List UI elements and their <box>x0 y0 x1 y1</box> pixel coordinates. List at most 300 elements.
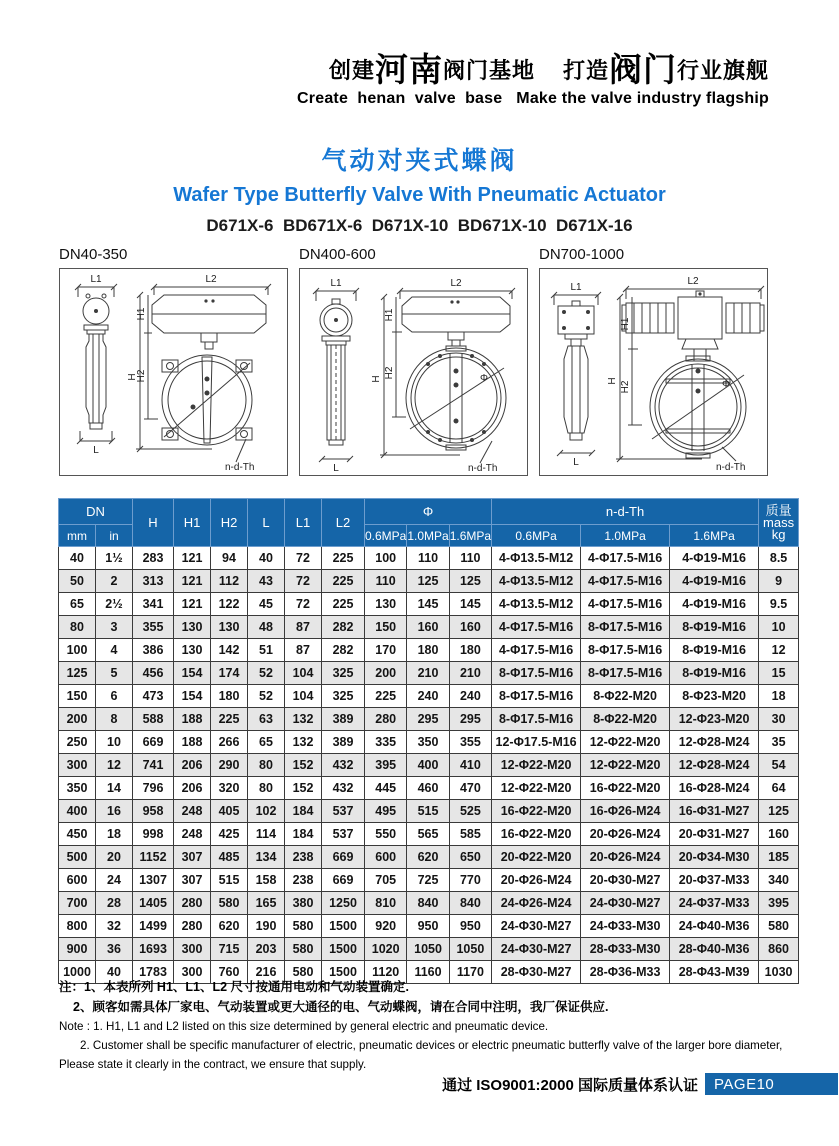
table-cell: 810 <box>365 892 407 915</box>
table-cell: 900 <box>59 938 96 961</box>
dim-h: H <box>127 373 138 381</box>
table-cell: 125 <box>759 800 799 823</box>
table-cell: 355 <box>133 616 174 639</box>
table-cell: 134 <box>248 846 285 869</box>
table-cell: 24 <box>96 869 133 892</box>
table-cell: 280 <box>174 915 211 938</box>
table-cell: 341 <box>133 593 174 616</box>
table-cell: 154 <box>174 662 211 685</box>
dim-ndth: n-d-Th <box>468 463 498 474</box>
table-row <box>59 754 799 777</box>
table-cell: 180 <box>449 639 491 662</box>
table-cell: 1152 <box>133 846 174 869</box>
table-cell: 20-Φ34-M30 <box>670 846 759 869</box>
table-cell: 12-Φ22-M20 <box>581 754 670 777</box>
table-cell: 40 <box>248 547 285 570</box>
table-cell: 4-Φ19-M16 <box>670 570 759 593</box>
table-cell: 160 <box>449 616 491 639</box>
table-cell: 40 <box>59 547 96 570</box>
dim-l: L <box>333 463 339 474</box>
note-en-3: Please state it clearly in the contract, we ensure that supply. <box>59 1058 367 1071</box>
table-cell: 125 <box>449 570 491 593</box>
table-cell: 495 <box>365 800 407 823</box>
table-cell: 51 <box>248 639 285 662</box>
table-cell: 340 <box>759 869 799 892</box>
table-row <box>59 938 799 961</box>
table-cell: 425 <box>211 823 248 846</box>
table-cell: 1405 <box>133 892 174 915</box>
table-row <box>59 731 799 754</box>
table-cell: 1783 <box>133 961 174 984</box>
col-header-ndth-16: 1.6MPa <box>670 525 759 547</box>
table-cell: 4-Φ17.5-M16 <box>581 570 670 593</box>
slogan-en-left: Create henan valve base <box>297 90 503 107</box>
spec-table-head <box>59 499 799 547</box>
table-cell: 160 <box>407 616 449 639</box>
table-cell: 225 <box>322 570 365 593</box>
table-cell: 473 <box>133 685 174 708</box>
table-cell: 16-Φ22-M20 <box>581 777 670 800</box>
table-cell: 130 <box>211 616 248 639</box>
table-cell: 24-Φ33-M30 <box>581 915 670 938</box>
table-cell: 110 <box>365 570 407 593</box>
table-cell: 24-Φ30-M27 <box>492 915 581 938</box>
table-cell: 307 <box>174 846 211 869</box>
table-cell: 325 <box>322 662 365 685</box>
drawing-panel-dn400-600 <box>299 244 528 476</box>
table-cell: 160 <box>759 823 799 846</box>
table-cell: 350 <box>407 731 449 754</box>
col-header-l: L <box>248 499 285 547</box>
table-cell: 1170 <box>449 961 491 984</box>
table-cell: 1050 <box>449 938 491 961</box>
drawing-box <box>299 268 528 476</box>
table-cell: 9 <box>759 570 799 593</box>
table-cell: 190 <box>248 915 285 938</box>
table-row <box>59 915 799 938</box>
table-cell: 132 <box>285 731 322 754</box>
table-cell: 920 <box>365 915 407 938</box>
table-cell: 1030 <box>759 961 799 984</box>
table-cell: 94 <box>211 547 248 570</box>
table-cell: 450 <box>59 823 96 846</box>
spec-table-body <box>59 547 799 984</box>
table-cell: 184 <box>285 800 322 823</box>
table-cell: 432 <box>322 754 365 777</box>
slogan-cn-part-big: 河南 <box>374 51 443 88</box>
table-cell: 300 <box>174 961 211 984</box>
table-cell: 145 <box>407 593 449 616</box>
dim-l2: L2 <box>450 278 462 289</box>
table-cell: 405 <box>211 800 248 823</box>
table-cell: 4-Φ17.5-M16 <box>492 639 581 662</box>
col-header-ndth-10: 1.0MPa <box>581 525 670 547</box>
page-footer <box>0 1073 838 1095</box>
table-cell: 4-Φ13.5-M12 <box>492 593 581 616</box>
table-cell: 860 <box>759 938 799 961</box>
table-cell: 174 <box>211 662 248 685</box>
dim-h1: H1 <box>384 308 395 322</box>
table-cell: 410 <box>449 754 491 777</box>
dim-phi: Φ <box>480 373 488 384</box>
table-cell: 72 <box>285 570 322 593</box>
table-cell: 154 <box>174 685 211 708</box>
table-cell: 104 <box>285 685 322 708</box>
table-cell: 525 <box>449 800 491 823</box>
table-cell: 386 <box>133 639 174 662</box>
table-cell: 28 <box>96 892 133 915</box>
table-cell: 121 <box>174 570 211 593</box>
table-cell: 741 <box>133 754 174 777</box>
table-cell: 669 <box>322 846 365 869</box>
table-row <box>59 708 799 731</box>
table-cell: 8-Φ22-M20 <box>581 685 670 708</box>
note-en-1: Note : 1. H1, L1 and L2 listed on this size determined by general electric and pneumatic device. <box>59 1020 549 1033</box>
table-cell: 122 <box>211 593 248 616</box>
table-cell: 110 <box>449 547 491 570</box>
table-cell: 80 <box>59 616 96 639</box>
col-header-phi-06: 0.6MPa <box>365 525 407 547</box>
table-cell: 87 <box>285 639 322 662</box>
table-row <box>59 800 799 823</box>
mass-line-cn: 质量 <box>765 502 792 518</box>
dim-l: L <box>573 457 579 468</box>
table-cell: 185 <box>759 846 799 869</box>
note-cn-2: 2、顾客如需具体厂家电、气动装置或更大通径的电、气动蝶阀，请在合同中注明，我厂保证供应. <box>73 1000 609 1014</box>
table-cell: 600 <box>365 846 407 869</box>
table-cell: 20 <box>96 846 133 869</box>
table-cell: 580 <box>285 915 322 938</box>
table-cell: 800 <box>59 915 96 938</box>
table-cell: 4-Φ13.5-M12 <box>492 547 581 570</box>
table-cell: 24-Φ26-M24 <box>492 892 581 915</box>
table-cell: 2 <box>96 570 133 593</box>
table-cell: 1160 <box>407 961 449 984</box>
table-row <box>59 616 799 639</box>
table-cell: 35 <box>759 731 799 754</box>
table-cell: 20-Φ26-M24 <box>492 869 581 892</box>
table-cell: 28-Φ36-M33 <box>581 961 670 984</box>
dim-l2: L2 <box>687 276 699 287</box>
table-cell: 4-Φ19-M16 <box>670 547 759 570</box>
table-cell: 8-Φ17.5-M16 <box>492 708 581 731</box>
table-cell: 4 <box>96 639 133 662</box>
table-cell: 282 <box>322 639 365 662</box>
table-cell: 238 <box>285 869 322 892</box>
table-cell: 12-Φ28-M24 <box>670 754 759 777</box>
table-cell: 48 <box>248 616 285 639</box>
table-cell: 130 <box>174 616 211 639</box>
table-cell: 4-Φ13.5-M12 <box>492 570 581 593</box>
table-row <box>59 777 799 800</box>
table-cell: 1½ <box>96 547 133 570</box>
table-row <box>59 869 799 892</box>
table-cell: 130 <box>365 593 407 616</box>
table-cell: 28-Φ30-M27 <box>492 961 581 984</box>
page-title-english: Wafer Type Butterfly Valve With Pneumatic Actuator <box>173 184 666 206</box>
col-header-l1: L1 <box>285 499 322 547</box>
table-cell: 1500 <box>322 938 365 961</box>
table-cell: 188 <box>174 708 211 731</box>
slogan-cn-part: 打造 <box>562 58 609 83</box>
table-cell: 112 <box>211 570 248 593</box>
table-cell: 840 <box>449 892 491 915</box>
table-cell: 760 <box>211 961 248 984</box>
valve-drawing-front-side-dn700-1000 <box>540 269 767 475</box>
table-cell: 216 <box>248 961 285 984</box>
table-cell: 43 <box>248 570 285 593</box>
table-cell: 1120 <box>365 961 407 984</box>
table-cell: 12-Φ22-M20 <box>581 731 670 754</box>
table-cell: 4-Φ17.5-M16 <box>581 547 670 570</box>
table-cell: 550 <box>365 823 407 846</box>
dim-h2: H2 <box>384 366 395 380</box>
table-cell: 8-Φ19-M16 <box>670 662 759 685</box>
mass-line-en: mass <box>763 514 795 530</box>
table-cell: 998 <box>133 823 174 846</box>
table-cell: 248 <box>174 800 211 823</box>
table-cell: 158 <box>248 869 285 892</box>
table-cell: 1020 <box>365 938 407 961</box>
table-cell: 130 <box>174 639 211 662</box>
table-cell: 8-Φ17.5-M16 <box>581 639 670 662</box>
table-cell: 282 <box>322 616 365 639</box>
table-cell: 313 <box>133 570 174 593</box>
table-cell: 840 <box>407 892 449 915</box>
table-cell: 8 <box>96 708 133 731</box>
table-cell: 8-Φ17.5-M16 <box>492 685 581 708</box>
table-cell: 1693 <box>133 938 174 961</box>
slogan-cn-part: 行业旗舰 <box>676 58 769 83</box>
table-cell: 210 <box>449 662 491 685</box>
table-cell: 350 <box>59 777 96 800</box>
note-en-2: 2. Customer shall be specific manufacturer of electric, pneumatic devices or electric pneumatic butterfly valve of the larger bore diameter, <box>80 1039 783 1052</box>
table-cell: 300 <box>174 938 211 961</box>
table-cell: 72 <box>285 547 322 570</box>
table-cell: 165 <box>248 892 285 915</box>
table-cell: 445 <box>365 777 407 800</box>
table-cell: 32 <box>96 915 133 938</box>
table-row <box>59 685 799 708</box>
table-cell: 52 <box>248 662 285 685</box>
table-cell: 65 <box>248 731 285 754</box>
table-cell: 8.5 <box>759 547 799 570</box>
table-cell: 12-Φ28-M24 <box>670 731 759 754</box>
table-cell: 580 <box>285 938 322 961</box>
table-cell: 266 <box>211 731 248 754</box>
table-cell: 20-Φ26-M24 <box>581 846 670 869</box>
table-cell: 290 <box>211 754 248 777</box>
col-header-ndth: n-d-Th <box>492 499 759 525</box>
col-header-mass <box>759 499 799 547</box>
table-cell: 1250 <box>322 892 365 915</box>
table-cell: 188 <box>174 731 211 754</box>
table-cell: 125 <box>59 662 96 685</box>
dim-h1: H1 <box>136 307 147 321</box>
table-cell: 72 <box>285 593 322 616</box>
table-cell: 104 <box>285 662 322 685</box>
table-cell: 28-Φ33-M30 <box>581 938 670 961</box>
table-cell: 10 <box>759 616 799 639</box>
col-header-phi-16: 1.6MPa <box>449 525 491 547</box>
table-cell: 150 <box>59 685 96 708</box>
spec-table <box>58 498 799 984</box>
table-cell: 20-Φ31-M27 <box>670 823 759 846</box>
dim-l: L <box>93 445 99 456</box>
table-cell: 150 <box>365 616 407 639</box>
table-cell: 18 <box>759 685 799 708</box>
table-cell: 1499 <box>133 915 174 938</box>
table-cell: 80 <box>248 777 285 800</box>
table-cell: 320 <box>211 777 248 800</box>
table-cell: 14 <box>96 777 133 800</box>
table-cell: 20-Φ26-M24 <box>581 823 670 846</box>
table-cell: 40 <box>96 961 133 984</box>
drawing-panel-dn40-350 <box>59 244 288 476</box>
table-cell: 5 <box>96 662 133 685</box>
header-slogan <box>297 52 769 108</box>
table-cell: 4-Φ17.5-M16 <box>581 593 670 616</box>
table-cell: 12-Φ17.5-M16 <box>492 731 581 754</box>
col-header-phi-10: 1.0MPa <box>407 525 449 547</box>
table-cell: 16-Φ28-M24 <box>670 777 759 800</box>
col-header-mm: mm <box>59 525 96 547</box>
dim-h: H <box>371 375 382 383</box>
table-cell: 2½ <box>96 593 133 616</box>
table-cell: 24-Φ30-M27 <box>581 892 670 915</box>
table-cell: 1307 <box>133 869 174 892</box>
table-cell: 537 <box>322 800 365 823</box>
table-cell: 63 <box>248 708 285 731</box>
notes-block <box>59 977 783 1074</box>
drawing-label: DN40-350 <box>59 246 128 263</box>
drawing-box <box>539 268 768 476</box>
table-cell: 950 <box>449 915 491 938</box>
table-cell: 87 <box>285 616 322 639</box>
table-cell: 380 <box>285 892 322 915</box>
col-header-phi: Φ <box>365 499 492 525</box>
table-cell: 240 <box>449 685 491 708</box>
table-cell: 1500 <box>322 915 365 938</box>
table-cell: 1000 <box>59 961 96 984</box>
table-cell: 1500 <box>322 961 365 984</box>
table-cell: 225 <box>322 547 365 570</box>
col-header-h: H <box>133 499 174 547</box>
table-cell: 210 <box>407 662 449 685</box>
table-cell: 28-Φ43-M39 <box>670 961 759 984</box>
slogan-english <box>297 90 769 108</box>
dim-ndth: n-d-Th <box>716 462 746 473</box>
table-cell: 4-Φ19-M16 <box>670 593 759 616</box>
table-cell: 36 <box>96 938 133 961</box>
table-cell: 28-Φ40-M36 <box>670 938 759 961</box>
table-cell: 307 <box>174 869 211 892</box>
iso-certification-text: 通过 ISO9001:2000 国际质量体系认证 <box>442 1076 698 1094</box>
table-row <box>59 823 799 846</box>
table-cell: 725 <box>407 869 449 892</box>
dim-phi: Φ <box>722 379 730 390</box>
table-cell: 80 <box>248 754 285 777</box>
table-cell: 600 <box>59 869 96 892</box>
table-cell: 565 <box>407 823 449 846</box>
dim-l2: L2 <box>205 274 217 285</box>
table-cell: 225 <box>211 708 248 731</box>
table-cell: 8-Φ22-M20 <box>581 708 670 731</box>
page-number-badge: PAGE10 <box>705 1073 838 1095</box>
table-cell: 395 <box>759 892 799 915</box>
table-cell: 620 <box>211 915 248 938</box>
table-cell: 65 <box>59 593 96 616</box>
table-cell: 650 <box>449 846 491 869</box>
dim-h: H <box>607 377 618 385</box>
slogan-en-right: Make the valve industry flagship <box>516 90 769 107</box>
table-cell: 9.5 <box>759 593 799 616</box>
note-cn-1: 注：1、本表所列 H1、L1、L2 尺寸按通用电动和气动装置确定. <box>59 980 410 994</box>
col-header-in: in <box>96 525 133 547</box>
table-cell: 45 <box>248 593 285 616</box>
table-cell: 620 <box>407 846 449 869</box>
page-title-chinese: 气动对夹式蝶阀 <box>321 147 518 175</box>
table-cell: 54 <box>759 754 799 777</box>
table-cell: 24-Φ30-M27 <box>492 938 581 961</box>
table-cell: 8-Φ19-M16 <box>670 639 759 662</box>
dim-h2: H2 <box>136 369 147 383</box>
table-cell: 355 <box>449 731 491 754</box>
table-cell: 24-Φ37-M33 <box>670 892 759 915</box>
table-cell: 456 <box>133 662 174 685</box>
valve-drawing-front-side-dn40-350 <box>60 269 287 475</box>
table-cell: 460 <box>407 777 449 800</box>
slogan-cn-part: 阀门基地 <box>442 58 535 83</box>
table-cell: 325 <box>322 685 365 708</box>
table-cell: 12-Φ23-M20 <box>670 708 759 731</box>
table-cell: 100 <box>59 639 96 662</box>
table-cell: 280 <box>365 708 407 731</box>
table-cell: 958 <box>133 800 174 823</box>
table-cell: 110 <box>407 547 449 570</box>
table-cell: 295 <box>407 708 449 731</box>
table-cell: 485 <box>211 846 248 869</box>
drawing-label: DN400-600 <box>299 246 376 263</box>
table-cell: 121 <box>174 547 211 570</box>
table-cell: 580 <box>285 961 322 984</box>
dim-h1: H1 <box>620 317 631 331</box>
slogan-cn-part: 创建 <box>328 58 375 83</box>
table-cell: 700 <box>59 892 96 915</box>
table-cell: 16-Φ26-M24 <box>581 800 670 823</box>
table-cell: 10 <box>96 731 133 754</box>
table-cell: 16 <box>96 800 133 823</box>
header-row-1 <box>59 499 799 525</box>
table-row <box>59 846 799 869</box>
table-cell: 580 <box>211 892 248 915</box>
valve-drawing-front-side-dn400-600 <box>300 269 527 475</box>
table-cell: 588 <box>133 708 174 731</box>
table-cell: 715 <box>211 938 248 961</box>
table-cell: 432 <box>322 777 365 800</box>
table-row <box>59 662 799 685</box>
table-cell: 132 <box>285 708 322 731</box>
table-cell: 580 <box>759 915 799 938</box>
table-cell: 20-Φ30-M27 <box>581 869 670 892</box>
table-cell: 537 <box>322 823 365 846</box>
table-cell: 248 <box>174 823 211 846</box>
table-cell: 200 <box>59 708 96 731</box>
title-block <box>0 141 839 236</box>
table-cell: 395 <box>365 754 407 777</box>
table-row <box>59 892 799 915</box>
table-cell: 20-Φ37-M33 <box>670 869 759 892</box>
